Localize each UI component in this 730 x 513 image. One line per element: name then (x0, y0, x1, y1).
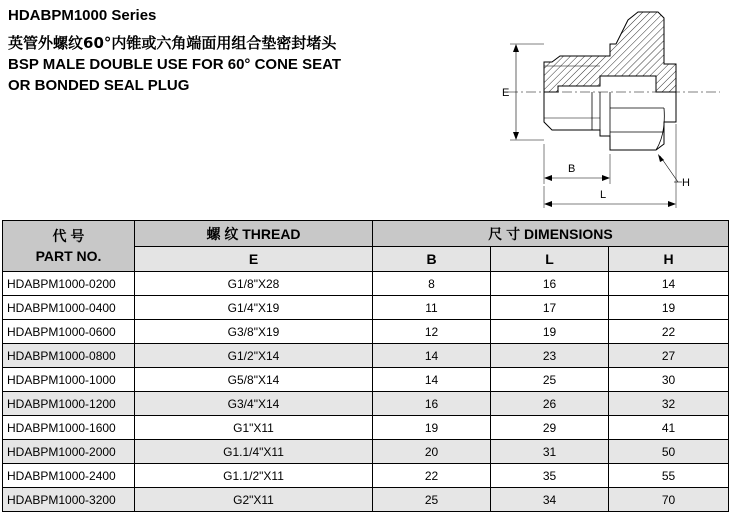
dimension-l-cell: 17 (491, 296, 609, 320)
dimension-b-cell: 12 (373, 320, 491, 344)
part-number-cell: HDABPM1000-1600 (3, 416, 135, 440)
part-number-cell: HDABPM1000-3200 (3, 488, 135, 512)
part-number-cell: HDABPM1000-0200 (3, 272, 135, 296)
dimension-label-l: L (600, 189, 607, 201)
dimension-l-cell: 19 (491, 320, 609, 344)
dimension-label-b: B (568, 163, 576, 175)
table-row (3, 464, 729, 488)
table-row (3, 296, 729, 320)
dimension-b-cell: 8 (373, 272, 491, 296)
table-row (3, 416, 729, 440)
dimension-h-cell: 19 (609, 296, 729, 320)
table-row (3, 488, 729, 512)
part-number-cell: HDABPM1000-2000 (3, 440, 135, 464)
thread-cell: G1.1/4"X11 (135, 440, 373, 464)
column-header-h: H (609, 247, 729, 272)
dimension-h-cell: 30 (609, 368, 729, 392)
thread-cell: G1/4"X19 (135, 296, 373, 320)
dimension-l-cell: 35 (491, 464, 609, 488)
part-number-cell: HDABPM1000-0800 (3, 344, 135, 368)
title-block (8, 6, 428, 96)
thread-cell: G1/8"X28 (135, 272, 373, 296)
dimension-l-cell: 26 (491, 392, 609, 416)
dimension-b-cell: 14 (373, 344, 491, 368)
dimension-h-cell: 14 (609, 272, 729, 296)
dimension-b-cell: 19 (373, 416, 491, 440)
thread-header: 螺 纹 THREAD (135, 221, 373, 247)
thread-cell: G3/8"X19 (135, 320, 373, 344)
dimension-l-cell: 25 (491, 368, 609, 392)
thread-cell: G1.1/2"X11 (135, 464, 373, 488)
table-row (3, 368, 729, 392)
column-header-b: B (373, 247, 491, 272)
thread-cell: G1/2"X14 (135, 344, 373, 368)
thread-cell: G3/4"X14 (135, 392, 373, 416)
dimension-h-cell: 55 (609, 464, 729, 488)
spec-table (2, 220, 729, 512)
dimension-l-cell: 16 (491, 272, 609, 296)
table-row (3, 392, 729, 416)
plug-technical-drawing (488, 4, 724, 214)
thread-cell: G2"X11 (135, 488, 373, 512)
dimension-label-h: H (682, 177, 690, 189)
dimension-l-cell: 29 (491, 416, 609, 440)
part-number-cell: HDABPM1000-1000 (3, 368, 135, 392)
table-row (3, 320, 729, 344)
series-title: HDABPM1000 Series (8, 7, 157, 24)
dimension-h-cell: 41 (609, 416, 729, 440)
title-english-line-1: BSP MALE DOUBLE USE FOR 60° CONE SEAT (8, 56, 341, 73)
dimension-b-cell: 16 (373, 392, 491, 416)
dimension-b-cell: 20 (373, 440, 491, 464)
dimension-l-cell: 34 (491, 488, 609, 512)
part-number-header-cn: 代 号 (52, 228, 85, 244)
part-number-cell: HDABPM1000-0400 (3, 296, 135, 320)
dimension-h-cell: 32 (609, 392, 729, 416)
part-number-header-en: PART NO. (35, 248, 102, 264)
part-number-cell: HDABPM1000-2400 (3, 464, 135, 488)
dimension-b-cell: 14 (373, 368, 491, 392)
dimensions-header: 尺 寸 DIMENSIONS (373, 221, 729, 247)
dimension-h-cell: 27 (609, 344, 729, 368)
section-upper (544, 12, 676, 92)
title-english-line-2: OR BONDED SEAL PLUG (8, 77, 190, 94)
dimension-l-cell: 23 (491, 344, 609, 368)
thread-cell: G5/8"X14 (135, 368, 373, 392)
table-row (3, 272, 729, 296)
part-number-header (3, 221, 135, 272)
table-row (3, 344, 729, 368)
dimension-b-cell: 11 (373, 296, 491, 320)
title-chinese: 英管外螺纹60°内锥或六角端面用组合垫密封堵头 (8, 34, 337, 52)
dimension-b-cell: 25 (373, 488, 491, 512)
column-header-l: L (491, 247, 609, 272)
dimension-h-cell: 70 (609, 488, 729, 512)
part-number-cell: HDABPM1000-1200 (3, 392, 135, 416)
table-row (3, 440, 729, 464)
dimension-l-cell: 31 (491, 440, 609, 464)
dimension-label-e: E (502, 87, 510, 99)
dimension-h-cell: 50 (609, 440, 729, 464)
dimension-h-cell: 22 (609, 320, 729, 344)
part-number-cell: HDABPM1000-0600 (3, 320, 135, 344)
thread-cell: G1"X11 (135, 416, 373, 440)
column-header-e: E (135, 247, 373, 272)
dimension-b-cell: 22 (373, 464, 491, 488)
